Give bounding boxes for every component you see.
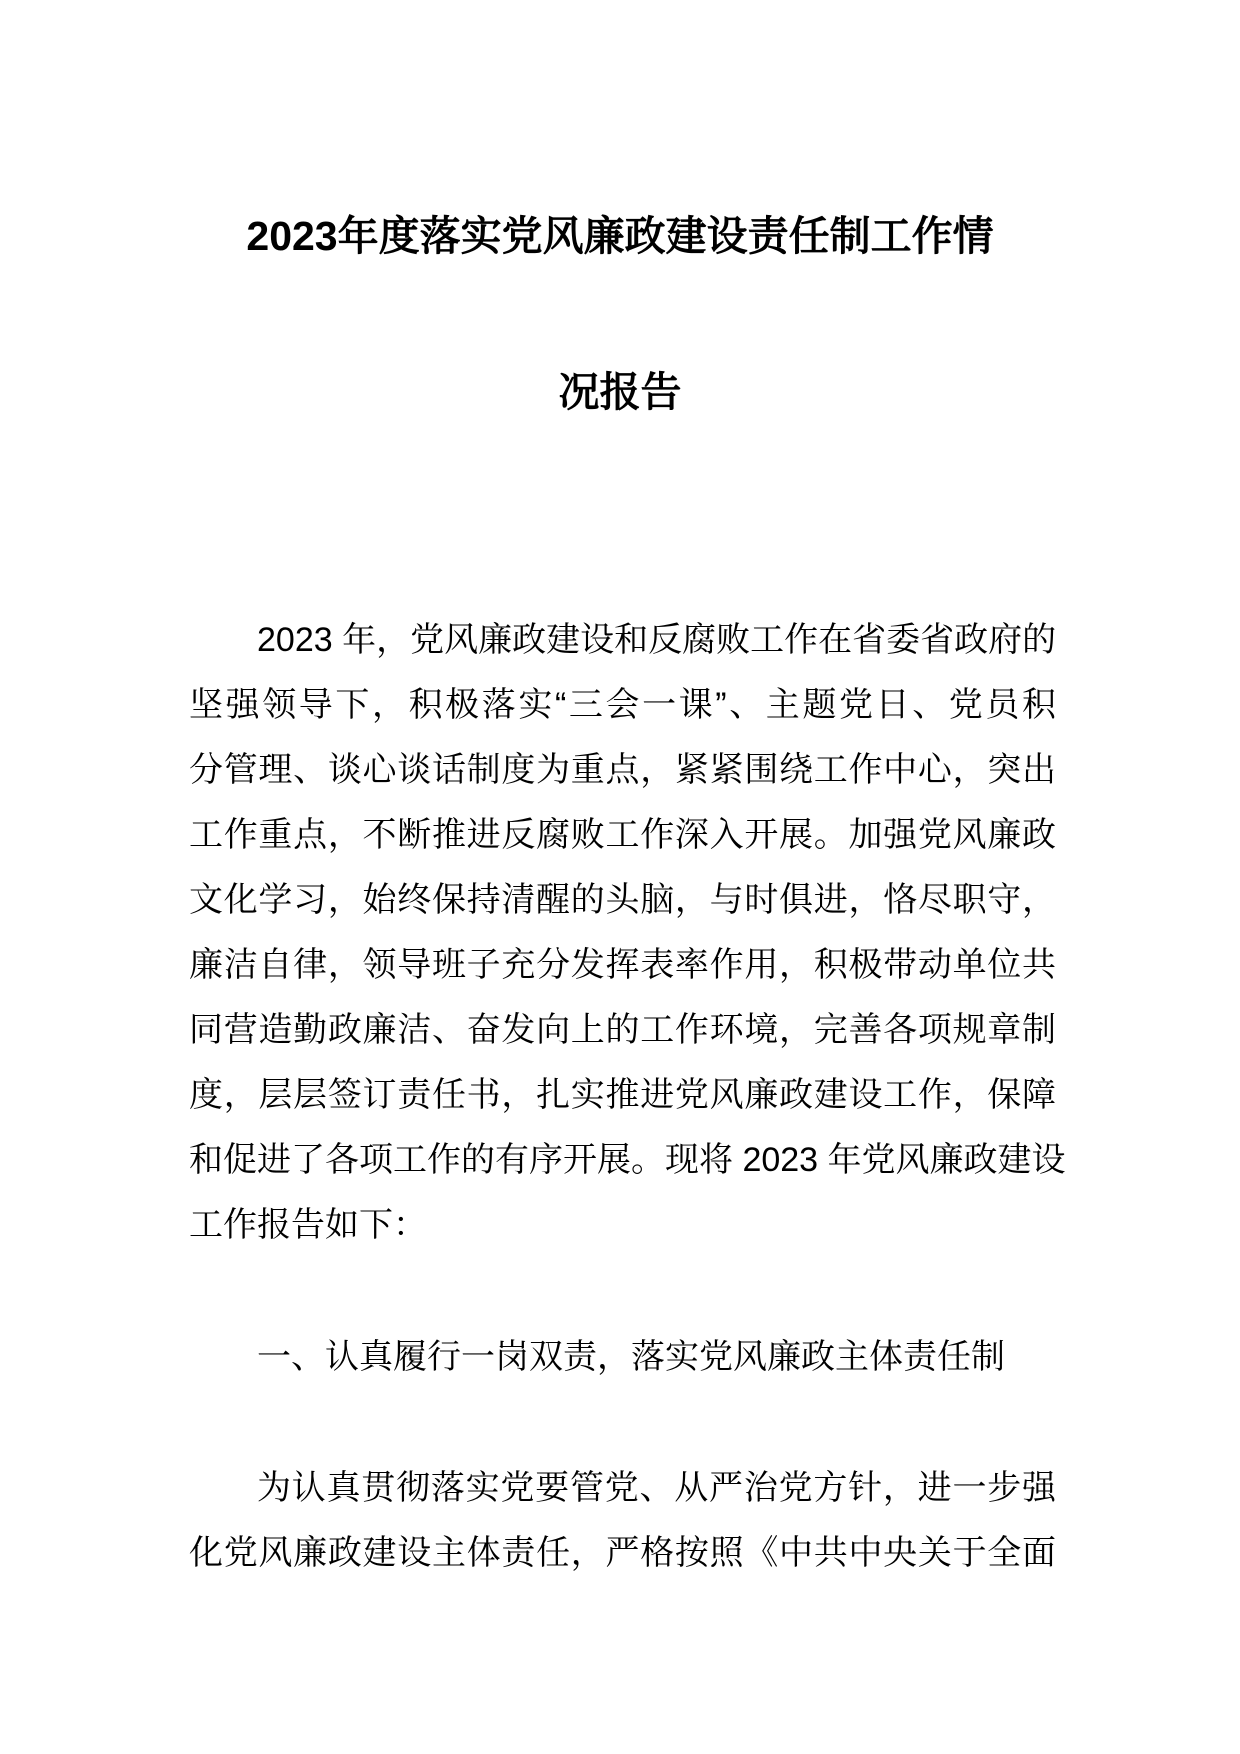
text-line: 工作报告如下： [189, 1206, 427, 1244]
document-title-line-2: 况报告 [558, 369, 682, 415]
text-line: 文化学习，始终保持清醒的头脑，与时俱进，恪尽职守， [189, 881, 1056, 919]
section-heading-1: 一、认真履行一岗双责，落实党风廉政主体责任制 [257, 1338, 1005, 1376]
document-title-line-1: 2023年度落实党风廉政建设责任制工作情 [246, 213, 994, 259]
text-line: 工作重点，不断推进反腐败工作深入开展。加强党风廉政 [189, 816, 1056, 854]
text-line: 化党风廉政建设主体责任，严格按照《中共中央关于全面 [189, 1534, 1056, 1572]
text-line: 为认真贯彻落实党要管党、从严治党方针，进一步强 [257, 1469, 1056, 1507]
text-line: 廉洁自律，领导班子充分发挥表率作用，积极带动单位共 [189, 946, 1056, 984]
text-line: 同营造勤政廉洁、奋发向上的工作环境，完善各项规章制 [189, 1011, 1056, 1049]
text-line: 分管理、谈心谈话制度为重点，紧紧围绕工作中心，突出 [189, 751, 1056, 789]
text-line: 和促进了各项工作的有序开展。现将 2023 年党风廉政建设 [189, 1141, 1066, 1179]
text-line: 度，层层签订责任书，扎实推进党风廉政建设工作，保障 [189, 1076, 1056, 1114]
text-line: 2023 年，党风廉政建设和反腐败工作在省委省政府的 [257, 621, 1057, 659]
text-line: 坚强领导下，积极落实“三会一课”、主题党日、党员积 [189, 686, 1056, 724]
